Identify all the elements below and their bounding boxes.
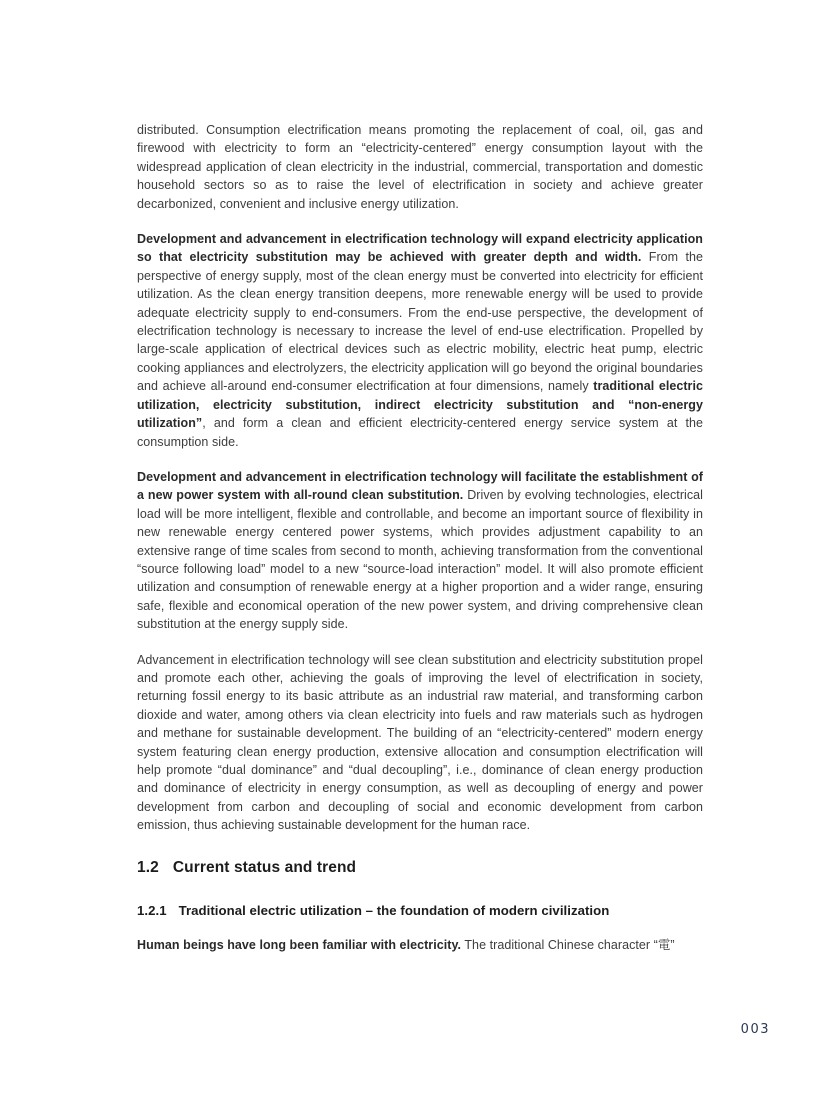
subsection-heading [137, 903, 703, 919]
text-segment: The traditional Chinese character “電” [461, 937, 675, 952]
text-segment: distributed. Consumption electrification means promoting the replacement of coal, oil, gas and firewood with electricity to form an “electricity-centered” energy consumption layout with the widespread application of clean electricity in the industrial, commercial, transportation and domestic household sectors so as to raise the level of electrification in society and achieve greater decarbonized, convenient and inclusive energy utilization. [137, 123, 703, 211]
paragraph [137, 468, 703, 634]
bold-text-segment: traditional electric utilization, electricity substitution, indirect electricity substitution and “non-energy utilization” [137, 379, 703, 431]
paragraph [137, 230, 703, 451]
paragraph [137, 651, 703, 835]
bold-text-segment: Development and advancement in electrification technology will expand electricity application so that electricity substitution may be achieved with greater depth and width. [137, 232, 703, 265]
heading-title: Current status and trend [172, 858, 357, 876]
bold-text-segment: Development and advancement in electrification technology will facilitate the establishment of a new power system with all-round clean substitution. [137, 469, 703, 503]
paragraph [137, 121, 703, 213]
paragraph [137, 936, 703, 954]
text-segment: Advancement in electrification technology will see clean substitution and electricity substitution propel and promote each other, achieving the goals of improving the level of electrification in society, returning fossil energy to its basic attribute as an industrial raw material, and transforming carbon dioxide and water, among others via clean electricity into fuels and raw materials such as hydrogen and methane for sustainable development. The building of an “electricity-centered” modern energy system featuring clean energy production, extensive allocation and consumption electrification will help promote “dual dominance” and “dual decoupling”, i.e., dominance of clean energy production and dominance of electricity in energy consumption, as well as decoupling of energy and power development from carbon and decoupling of social and economic development from carbon emission, thus achieving sustainable development for the human race. [137, 652, 703, 833]
heading-number: 1.2 [137, 858, 159, 876]
text-segment: Driven by evolving technologies, electrical load will be more intelligent, flexible and controllable, and become an important source of flexibility in new renewable energy centered power systems, which provides adjustment capability to an extensive range of time scales from second to month, achieving transformation from the conventional “source following load” model to a new “source-load interaction” model. It will also promote efficient utilization and consumption of renewable energy at a higher proportion and a wider range, ensuring safe, flexible and economical operation of the new power system, and driving comprehensive clean substitution at the energy supply side. [137, 488, 704, 632]
page-number: 003 [740, 1022, 770, 1037]
section-heading [137, 859, 703, 877]
heading-number: 1.2.1 [137, 902, 167, 918]
text-segment: From the perspective of energy supply, most of the clean energy must be converted into electricity for efficient utilization. As the clean energy transition deepens, more renewable energy will be used to provide adequate electricity supply to end-consumers. From the end-use perspective, the development of electrification technology is necessary to increase the level of end-use electrification. Propelled by large-scale application of electrical devices such as electric mobility, electric heat pump, electric cooking appliances and electrolyzers, the electricity application will go beyond the original boundaries and achieve all-around end-consumer electrification at four dimensions, namely [137, 250, 703, 394]
body-text-column [137, 121, 703, 971]
text-segment: , and form a clean and efficient electricity-centered energy service system at the consumption side. [137, 416, 703, 449]
bold-text-segment: Human beings have long been familiar with electricity. [137, 937, 462, 952]
heading-title: Traditional electric utilization – the foundation of modern civilization [178, 902, 610, 918]
